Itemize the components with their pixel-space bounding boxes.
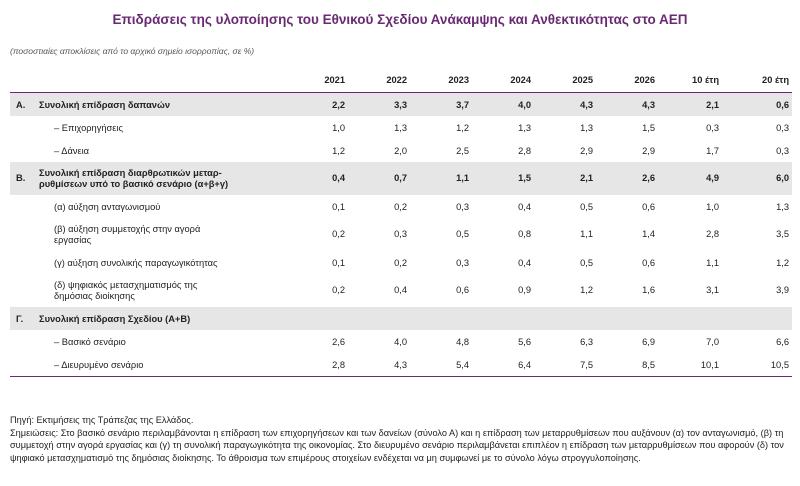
table-cell: 1,1 [410, 162, 472, 195]
table-row [10, 251, 792, 274]
row-label [36, 218, 286, 251]
table-cell: 0,5 [580, 257, 593, 268]
table-cell: 1,7 [706, 145, 719, 156]
table-cell: 5,6 [518, 336, 531, 347]
row-label: – Βασικό σενάριο [54, 336, 126, 347]
table-cell: 0,3 [706, 122, 719, 133]
table-cell: 0,1 [332, 201, 345, 212]
table-cell: 0,9 [518, 285, 531, 295]
table-cell: 2,9 [642, 145, 655, 156]
table-cell: 1,5 [642, 122, 655, 133]
row-label [36, 274, 286, 307]
table-row [10, 195, 792, 218]
table-cell: 2,5 [456, 145, 469, 156]
row-label-line: Συνολική επίδραση διαρθρωτικών μεταρ- [39, 167, 222, 178]
row-label: (α) αύξηση ανταγωνισμού [54, 201, 161, 212]
table-cell: 6,6 [776, 336, 789, 347]
table-cell: 0,4 [286, 162, 348, 195]
table-cell: 5,4 [410, 353, 472, 377]
table-cell: 1,0 [706, 201, 719, 212]
table-cell: 4,0 [472, 93, 534, 117]
table-cell: 0,3 [394, 229, 407, 239]
table-cell: 1,2 [332, 145, 345, 156]
table-cell: 0,6 [456, 285, 469, 295]
table-cell: 0,3 [776, 122, 789, 133]
row-label-line: δημόσιας διοίκησης [54, 290, 135, 301]
row-letter [10, 139, 36, 162]
table-cell: 2,9 [580, 145, 593, 156]
table-cell: 6,0 [722, 162, 792, 195]
table-cell: 4,0 [394, 336, 407, 347]
row-letter [10, 195, 36, 218]
header-cell: 2021 [286, 68, 348, 93]
table-cell [410, 307, 472, 330]
table-cell: 0,4 [394, 285, 407, 295]
row-letter [10, 274, 36, 307]
table-cell: 1,3 [776, 201, 789, 212]
table-cell: 0,5 [580, 201, 593, 212]
table-row-c [10, 307, 792, 330]
table-cell [534, 307, 596, 330]
table-cell: 4,3 [596, 93, 658, 117]
row-label-line: (β) αύξηση συμμετοχής στην αγορά [54, 223, 201, 234]
row-label-line: εργασίας [54, 234, 92, 245]
row-letter [10, 116, 36, 139]
header-row [10, 68, 792, 93]
table-row [10, 218, 792, 251]
row-letter: Γ. [10, 307, 36, 330]
notes-text: Σημειώσεις: Στο βασικό σενάριο περιλαμβάνονται η επίδραση των επιχορηγήσεων και των δανείων (σύνολο Α) και η επίδραση των μεταρρυθμίσεων που αυξάνουν (α) τον ανταγωνισμό, (β) τη συμμετοχή στην αγορά εργασίας και (γ) τη συνολική παραγωγικότητα της οικονομίας. Στο διευρυμένο σενάριο περιλαμβάνεται επιπλέον η επίδραση των μεταρρυθμίσεων που αφορούν (δ) τον ψηφιακό μετασχηματισμό της δημόσιας διοίκησης. Το άθροισμα των επιμέρους στοιχείων ενδέχεται να μη συμφωνεί με το σύνολο λόγω στρογγυλοποίησης. [10, 427, 784, 463]
table-cell: 1,0 [332, 122, 345, 133]
table-row [10, 116, 792, 139]
header-cell: 2025 [534, 68, 596, 93]
header-cell: 10 έτη [658, 68, 722, 93]
table-cell: 1,2 [776, 257, 789, 268]
table-cell: 1,1 [706, 257, 719, 268]
table-row-a [10, 93, 792, 117]
header-cell: 2024 [472, 68, 534, 93]
table-row [10, 274, 792, 307]
table-cell: 10,5 [722, 353, 792, 377]
table-cell: 2,2 [286, 93, 348, 117]
table-cell: 1,2 [456, 122, 469, 133]
table-cell: 0,6 [642, 201, 655, 212]
row-letter: B. [10, 162, 36, 195]
table-cell [286, 307, 348, 330]
table-cell: 0,8 [518, 229, 531, 239]
table-cell: 4,3 [534, 93, 596, 117]
table-cell: 3,9 [776, 285, 789, 295]
row-letter: A. [10, 93, 36, 117]
table-cell: 0,2 [394, 257, 407, 268]
table-cell [596, 307, 658, 330]
table-cell: 1,2 [580, 285, 593, 295]
row-letter [10, 218, 36, 251]
header-cell: 2022 [348, 68, 410, 93]
table-cell: 7,5 [534, 353, 596, 377]
row-label: – Δάνεια [54, 145, 90, 156]
row-label-line: (δ) ψηφιακός μετασχηματισμός της [54, 279, 198, 290]
table-cell: 3,1 [706, 285, 719, 295]
table-cell: 1,3 [580, 122, 593, 133]
row-label [36, 162, 286, 195]
table-cell: 0,3 [456, 257, 469, 268]
table-cell: 8,5 [596, 353, 658, 377]
table-row-b [10, 162, 792, 195]
header-cell-label [36, 68, 286, 93]
table-cell: 2,6 [332, 336, 345, 347]
table-cell: 1,5 [472, 162, 534, 195]
table-cell: 7,0 [706, 336, 719, 347]
row-letter [10, 251, 36, 274]
table-cell: 0,1 [332, 257, 345, 268]
header-cell-letter [10, 68, 36, 93]
row-label-line: ρυθμίσεων υπό το βασικό σενάριο (α+β+γ) [39, 178, 229, 189]
table-cell: 6,9 [642, 336, 655, 347]
table-cell: 0,7 [348, 162, 410, 195]
table-cell [658, 307, 722, 330]
table-cell: 0,5 [456, 229, 469, 239]
table-footer [10, 414, 790, 464]
table-cell: 3,5 [776, 229, 789, 239]
table-row [10, 330, 792, 353]
table-cell: 2,1 [534, 162, 596, 195]
table-cell: 3,3 [348, 93, 410, 117]
table-cell: 3,7 [410, 93, 472, 117]
table-cell: 0,3 [456, 201, 469, 212]
table-cell: 0,2 [332, 285, 345, 295]
table-cell: 1,6 [642, 285, 655, 295]
table-cell: 10,1 [658, 353, 722, 377]
table-cell: 2,8 [518, 145, 531, 156]
row-letter [10, 330, 36, 353]
row-label: – Διευρυμένο σενάριο [36, 353, 286, 377]
table-cell: 0,2 [332, 229, 345, 239]
row-label: Συνολική επίδραση Σχεδίου (A+B) [36, 307, 286, 330]
table-cell: 1,1 [580, 229, 593, 239]
header-cell: 20 έτη [722, 68, 792, 93]
row-letter [10, 353, 36, 377]
table-cell [348, 307, 410, 330]
table-cell: 0,6 [722, 93, 792, 117]
table-cell: 0,6 [642, 257, 655, 268]
table-cell: 6,3 [580, 336, 593, 347]
table-cell: 4,3 [348, 353, 410, 377]
header-cell: 2023 [410, 68, 472, 93]
table-cell [472, 307, 534, 330]
table-row [10, 353, 792, 377]
table-cell: 0,4 [518, 201, 531, 212]
table-cell: 0,4 [518, 257, 531, 268]
table-cell: 1,3 [518, 122, 531, 133]
header-cell: 2026 [596, 68, 658, 93]
table-cell: 4,8 [456, 336, 469, 347]
row-label: (γ) αύξηση συνολικής παραγωγικότητας [54, 257, 218, 268]
table-cell: 0,2 [394, 201, 407, 212]
table-cell: 6,4 [472, 353, 534, 377]
table-row [10, 139, 792, 162]
table-cell: 2,0 [394, 145, 407, 156]
data-table [10, 68, 792, 377]
table-cell: 0,3 [776, 145, 789, 156]
table-cell: 4,9 [658, 162, 722, 195]
table-subtitle: (ποσοστιαίες αποκλίσεις από το αρχικό σημείο ισορροπίας, σε %) [10, 46, 255, 56]
row-label: Συνολική επίδραση δαπανών [36, 93, 286, 117]
row-label: – Επιχορηγήσεις [54, 122, 123, 133]
table-cell: 2,8 [286, 353, 348, 377]
table-cell [722, 307, 792, 330]
table-cell: 2,1 [658, 93, 722, 117]
table-title: Επιδράσεις της υλοποίησης του Εθνικού Σχεδίου Ανάκαμψης και Ανθεκτικότητας στο ΑΕΠ [112, 12, 688, 27]
table-cell: 1,4 [642, 229, 655, 239]
table-cell: 2,8 [706, 229, 719, 239]
table-cell: 2,6 [596, 162, 658, 195]
table-cell: 1,3 [394, 122, 407, 133]
source-note: Πηγή: Εκτιμήσεις της Τράπεζας της Ελλάδος. [10, 415, 194, 425]
